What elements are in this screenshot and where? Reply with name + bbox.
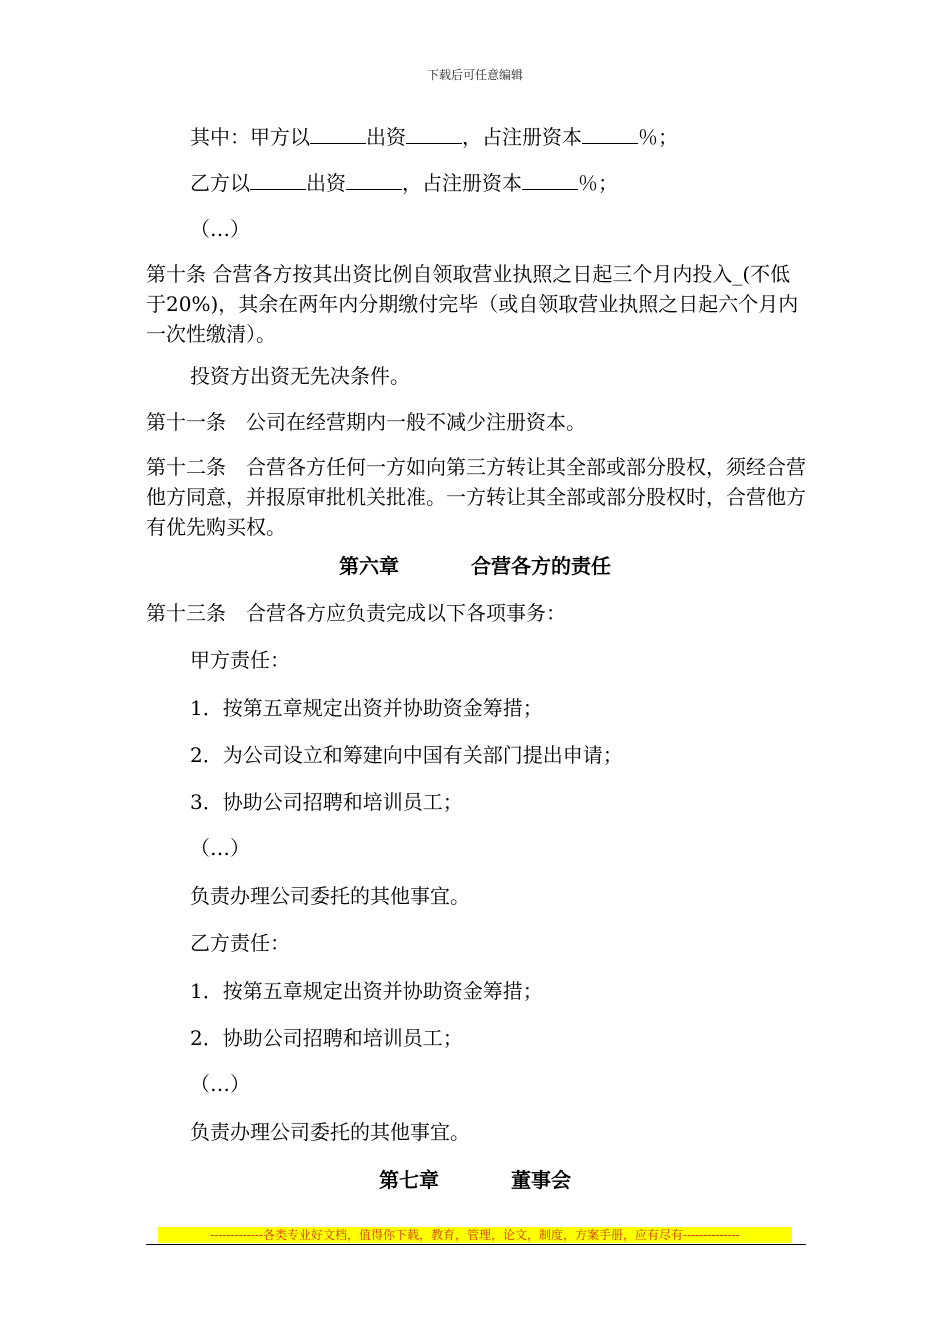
ellipsis: （…）	[190, 217, 250, 241]
chapter-title: 合营各方的责任	[471, 554, 611, 578]
blank-field	[406, 121, 462, 144]
article-11: 第十一条 公司在经营期内一般不减少注册资本。	[146, 410, 586, 434]
party-b-title: 乙方责任：	[190, 931, 290, 955]
article-10: 第十条 合营各方按其出资比例自领取营业执照之日起三个月内投入_(不低于20%)，其余在两年内分期缴付完毕（或自领取营业执照之日起六个月内一次性缴清）。	[146, 262, 799, 346]
blank-field	[522, 167, 578, 190]
chapter-number: 第七章	[379, 1168, 439, 1192]
text: ％；	[638, 125, 678, 149]
article-12: 第十二条 合营各方任何一方如向第三方转让其全部或部分股权，须经合营他方同意，并报原审批机关批准。一方转让其全部或部分股权时，合营他方有优先购买权。	[146, 455, 806, 539]
capital-line-party-b	[190, 167, 618, 199]
footer-rule	[146, 1244, 806, 1245]
blank-field	[310, 121, 366, 144]
chapter-number: 第六章	[339, 554, 399, 578]
investor-note: 投资方出资无先决条件。	[190, 364, 410, 388]
text: ％；	[578, 171, 618, 195]
text: ，占注册资本	[462, 125, 582, 149]
blank-field	[346, 167, 402, 190]
party-a-item-1: 1．按第五章规定出资并协助资金筹措；	[190, 696, 543, 720]
blank-field	[582, 121, 638, 144]
blank-field	[250, 167, 306, 190]
article-13: 第十三条 合营各方应负责完成以下各项事务：	[146, 601, 566, 625]
footer-banner: -------------各类专业好文档，值得你下载，教育，管理，论文，制度，方案手册，应有尽有--------------	[158, 1227, 792, 1243]
party-b-ellipsis: （…）	[190, 1072, 250, 1096]
chapter-title: 董事会	[511, 1168, 571, 1192]
party-a-ellipsis: （…）	[190, 836, 250, 860]
text: 乙方以	[190, 171, 250, 195]
party-b-item-2: 2．协助公司招聘和培训员工；	[190, 1026, 463, 1050]
party-b-other: 负责办理公司委托的其他事宜。	[190, 1120, 470, 1144]
text: ，占注册资本	[402, 171, 522, 195]
capital-line-party-a	[190, 121, 678, 153]
party-b-item-1: 1．按第五章规定出资并协助资金筹措；	[190, 979, 543, 1003]
party-a-title: 甲方责任：	[190, 648, 290, 672]
party-a-item-3: 3．协助公司招聘和培训员工；	[190, 790, 463, 814]
party-a-item-2: 2．为公司设立和筹建向中国有关部门提出申请；	[190, 743, 623, 767]
text: 出资	[306, 171, 346, 195]
chapter-6-heading	[0, 550, 950, 582]
text: 出资	[366, 125, 406, 149]
page-header: 下载后可任意编辑	[426, 68, 523, 82]
party-a-other: 负责办理公司委托的其他事宜。	[190, 884, 470, 908]
text: 其中：甲方以	[190, 125, 310, 149]
chapter-7-heading	[0, 1164, 950, 1196]
